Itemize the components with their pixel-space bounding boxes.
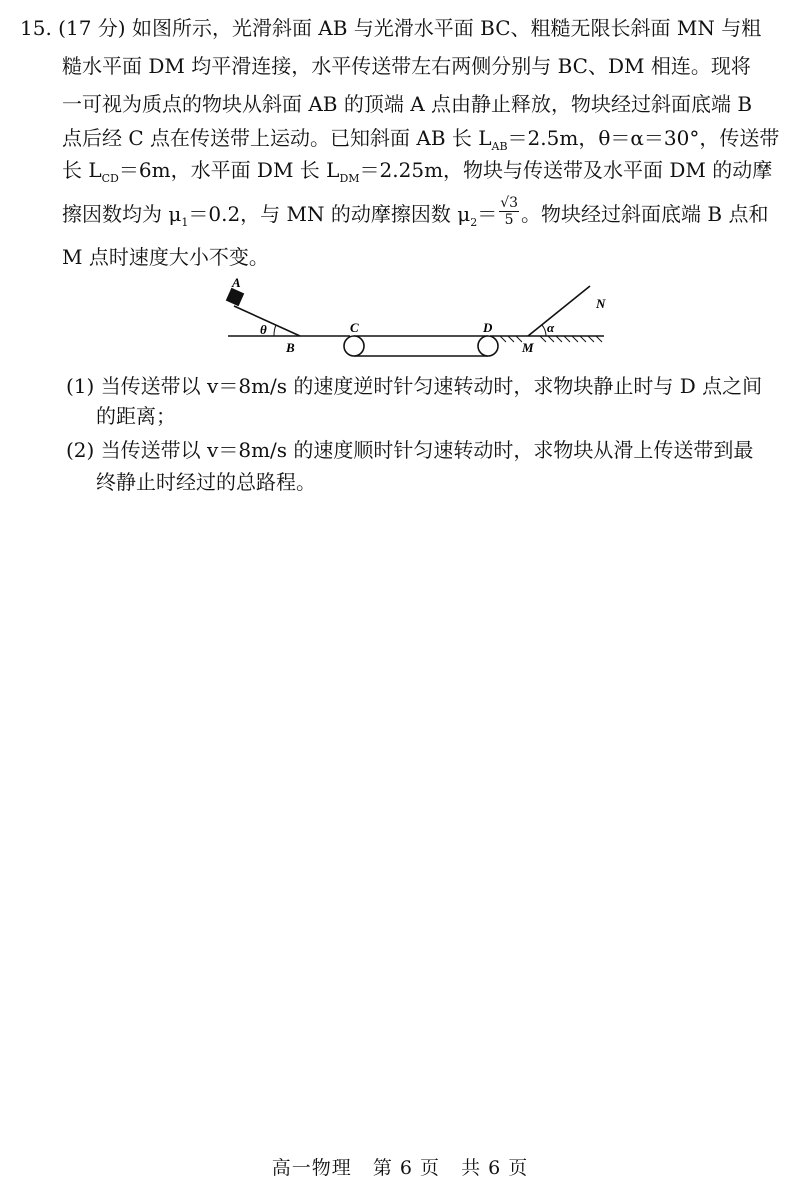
stem-text: 糙水平面 DM 均平滑连接，水平传送带左右两侧分别与 BC、DM 相连。现将 <box>62 54 751 78</box>
stem-text: 长 L <box>62 158 102 182</box>
pulley-left <box>344 336 364 356</box>
part-text: 的距离； <box>96 404 176 428</box>
part-text: (2) 当传送带以 v＝8m/s 的速度顺时针匀速转动时，求物块从滑上传送带到最 <box>66 438 754 462</box>
part-2-line-1 <box>66 440 753 460</box>
question-line-7 <box>62 247 269 267</box>
subscript: DM <box>339 172 360 185</box>
fraction <box>499 196 519 227</box>
sqrt-value: √3 <box>500 195 519 211</box>
part-text: (1) 当传送带以 v＝8m/s 的速度逆时针匀速转动时，求物块静止时与 D 点之间 <box>66 374 763 398</box>
question-number: 15. <box>20 16 52 40</box>
question-line-5 <box>62 160 772 184</box>
question-line-1 <box>20 18 761 38</box>
part-text: 终静止时经过的总路程。 <box>96 470 316 494</box>
subscript: CD <box>101 172 119 185</box>
theta-arc <box>274 325 276 336</box>
alpha-arc <box>542 325 546 336</box>
question-line-4 <box>62 128 779 152</box>
page-footer <box>0 1158 800 1178</box>
fraction-numerator <box>499 196 519 212</box>
incline-ab <box>234 306 300 336</box>
subscript: 1 <box>181 216 189 229</box>
footer-total: 共 6 页 <box>461 1157 529 1179</box>
stem-text: ＝6m，水平面 DM 长 L <box>118 158 340 182</box>
block <box>226 288 244 306</box>
question-line-3 <box>62 94 752 114</box>
label-n: N <box>596 296 606 311</box>
subscript: AB <box>491 140 508 153</box>
stem-text: ＝0.2，与 MN 的动摩擦因数 μ <box>188 202 471 226</box>
subscript: 2 <box>470 216 478 229</box>
stem-text: 。物块经过斜面底端 B 点和 <box>521 202 769 226</box>
label-c: C <box>350 320 359 335</box>
label-alpha: α <box>547 320 555 335</box>
hatching <box>500 336 602 342</box>
question-points: (17 分) <box>58 16 126 40</box>
label-theta: θ <box>260 322 267 337</box>
incline-mn <box>528 286 590 336</box>
part-2-line-2 <box>96 472 316 492</box>
part-1-line-2 <box>96 406 176 426</box>
part-1-line-1 <box>66 376 762 396</box>
footer-subject: 高一物理 <box>271 1157 352 1179</box>
fraction-denominator: 5 <box>504 212 514 228</box>
label-d: D <box>483 320 493 335</box>
stem-text: ＝ <box>477 202 498 226</box>
stem-text: ＝2.5m，θ＝α＝30°，传送带 <box>507 126 780 150</box>
footer-page: 第 6 页 <box>372 1157 440 1179</box>
stem-text: 一可视为质点的物块从斜面 AB 的顶端 A 点由静止释放，物块经过斜面底端 B <box>62 92 753 116</box>
label-a: A <box>232 275 241 290</box>
label-b: B <box>286 340 295 355</box>
stem-text: ＝2.25m，物块与传送带及水平面 DM 的动摩 <box>359 158 773 182</box>
stem-text: 点后经 C 点在传送带上运动。已知斜面 AB 长 L <box>62 126 492 150</box>
pulley-right <box>478 336 498 356</box>
stem-text: M 点时速度大小不变。 <box>62 245 269 269</box>
stem-text: 擦因数均为 μ <box>62 202 182 226</box>
physics-diagram <box>220 272 620 364</box>
question-line-2 <box>62 56 751 76</box>
question-line-6 <box>62 195 769 231</box>
label-m: M <box>522 340 534 355</box>
stem-text: 如图所示，光滑斜面 AB 与光滑水平面 BC、粗糙无限长斜面 MN 与粗 <box>131 16 762 40</box>
